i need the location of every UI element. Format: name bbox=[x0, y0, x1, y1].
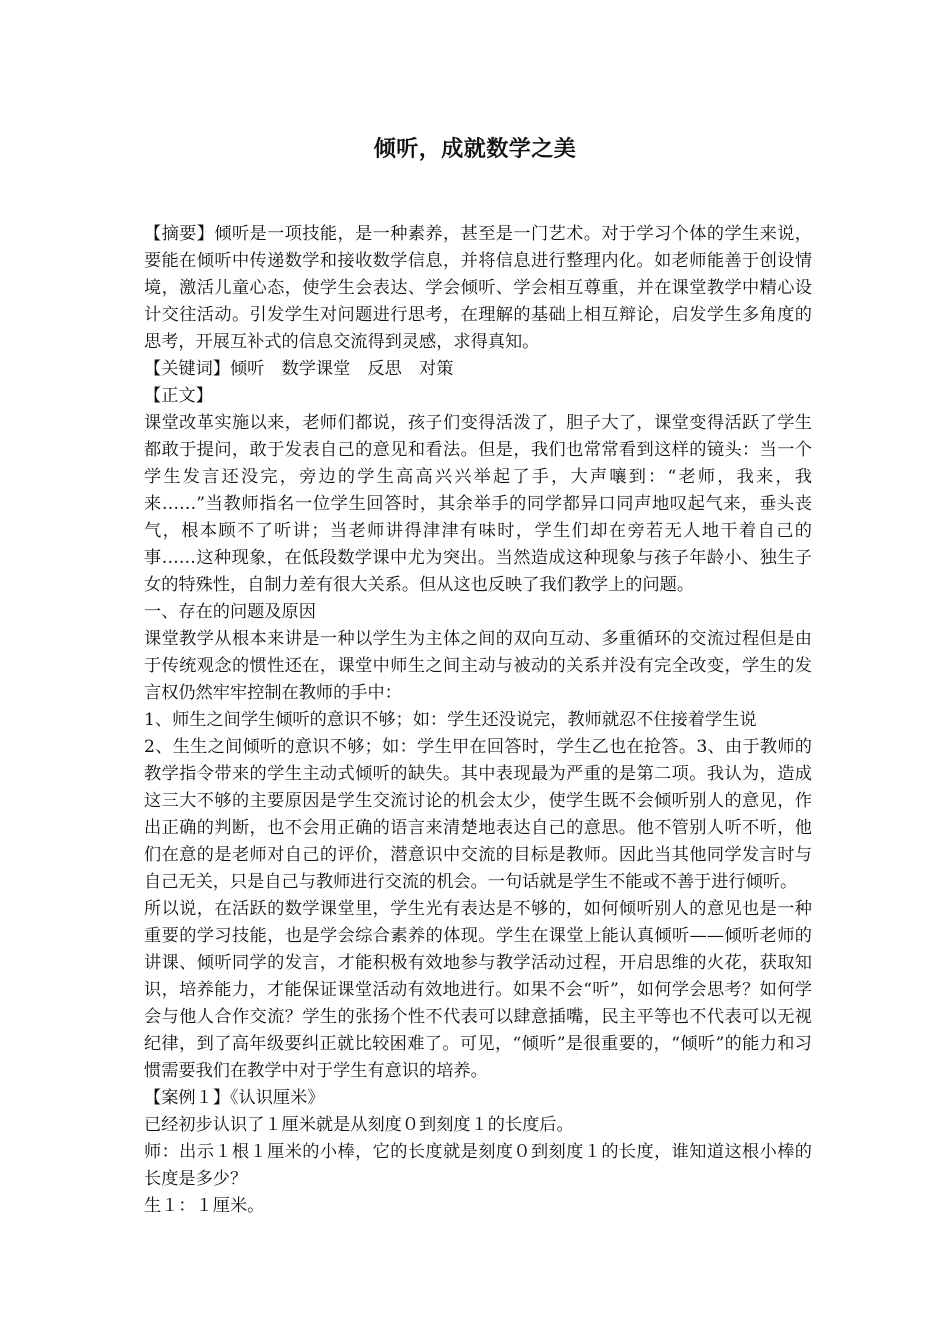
abstract-paragraph: 【摘要】倾听是一项技能，是一种素养，甚至是一门艺术。对于学习个体的学生来说，要能在倾听中传递数学和接收数学信息，并将信息进行整理内化。如老师能善于创设情境，激活儿童心态，使学生会表达、学会倾听、学会相互尊重，并在课堂教学中精心设计交往活动。引发学生对问题进行思考，在理解的基础上相互辩论，启发学生多角度的思考，开展互补式的信息交流得到灵感，求得真知。 bbox=[144, 224, 812, 352]
keywords-line: 【关键词】倾听 数学课堂 反思 对策 bbox=[144, 359, 454, 379]
document-title: 倾听，成就数学之美 bbox=[373, 136, 577, 162]
list-item: 2、生生之间倾听的意识不够；如：学生甲在回答时，学生乙也在抢答。3、由于教师的教学指令带来的学生主动式倾听的缺失。其中表现最为严重的是第二项。我认为，造成这三大不够的主要原因是学生交流讨论的机会太少，使学生既不会倾听别人的意见，作出正确的判断，也不会用正确的语言来清楚地表达自己的意思。他不管别人听不听，他们在意的是老师对自己的评价，潜意识中交流的目标是教师。因此当其他同学发言时与自己无关，只是自己与教师进行交流的机会。一句话就是学生不能或不善于进行倾听。 bbox=[144, 737, 812, 892]
section-heading: 一、存在的问题及原因 bbox=[144, 602, 316, 622]
dialogue-line: 师：出示１根１厘米的小棒，它的长度就是刻度０到刻度１的长度，谁知道这根小棒的长度是多少？ bbox=[144, 1142, 812, 1189]
body-paragraph: 课堂教学从根本来讲是一种以学生为主体之间的双向互动、多重循环的交流过程但是由于传统观念的惯性还在，课堂中师生之间主动与被动的关系并没有完全改变，学生的发言权仍然牢牢控制在教师的手中： bbox=[144, 629, 812, 703]
case-heading: 【案例１】《认识厘米》 bbox=[144, 1088, 325, 1108]
body-heading: 【正文】 bbox=[144, 386, 213, 406]
list-item: 1、师生之间学生倾听的意识不够；如：学生还没说完，教师就忍不住接着学生说 bbox=[144, 710, 757, 730]
dialogue-line: 生１：１厘米。 bbox=[144, 1196, 265, 1216]
body-paragraph: 课堂改革实施以来，老师们都说，孩子们变得活泼了，胆子大了，课堂变得活跃了学生都敢于提问，敢于发表自己的意见和看法。但是，我们也常常看到这样的镜头：当一个学生发言还没完，旁边的学生高高兴兴举起了手，大声嚷到：“老师，我来，我来……”当教师指名一位学生回答时，其余举手的同学都异口同声地叹起气来，垂头丧气，根本顾不了听讲；当老师讲得津津有味时，学生们却在旁若无人地干着自己的事……这种现象，在低段数学课中尤为突出。当然造成这种现象与孩子年龄小、独生子女的特殊性，自制力差有很大关系。但从这也反映了我们教学上的问题。 bbox=[144, 413, 812, 595]
body-paragraph: 已经初步认识了１厘米就是从刻度０到刻度１的长度后。 bbox=[144, 1115, 574, 1135]
document-body bbox=[144, 221, 812, 1220]
body-paragraph: 所以说，在活跃的数学课堂里，学生光有表达是不够的，如何倾听别人的意见也是一种重要的学习技能，也是学会综合素养的体现。学生在课堂上能认真倾听——倾听老师的讲课、倾听同学的发言，才能积极有效地参与教学活动过程，开启思维的火花，获取知识，培养能力，才能保证课堂活动有效地进行。如果不会“听”，如何学会思考？如何学会与他人合作交流？学生的张扬个性不代表可以肆意插嘴，民主平等也不代表可以无视纪律，到了高年级要纠正就比较困难了。可见，“倾听”是很重要的，“倾听”的能力和习惯需要我们在教学中对于学生有意识的培养。 bbox=[144, 899, 812, 1081]
